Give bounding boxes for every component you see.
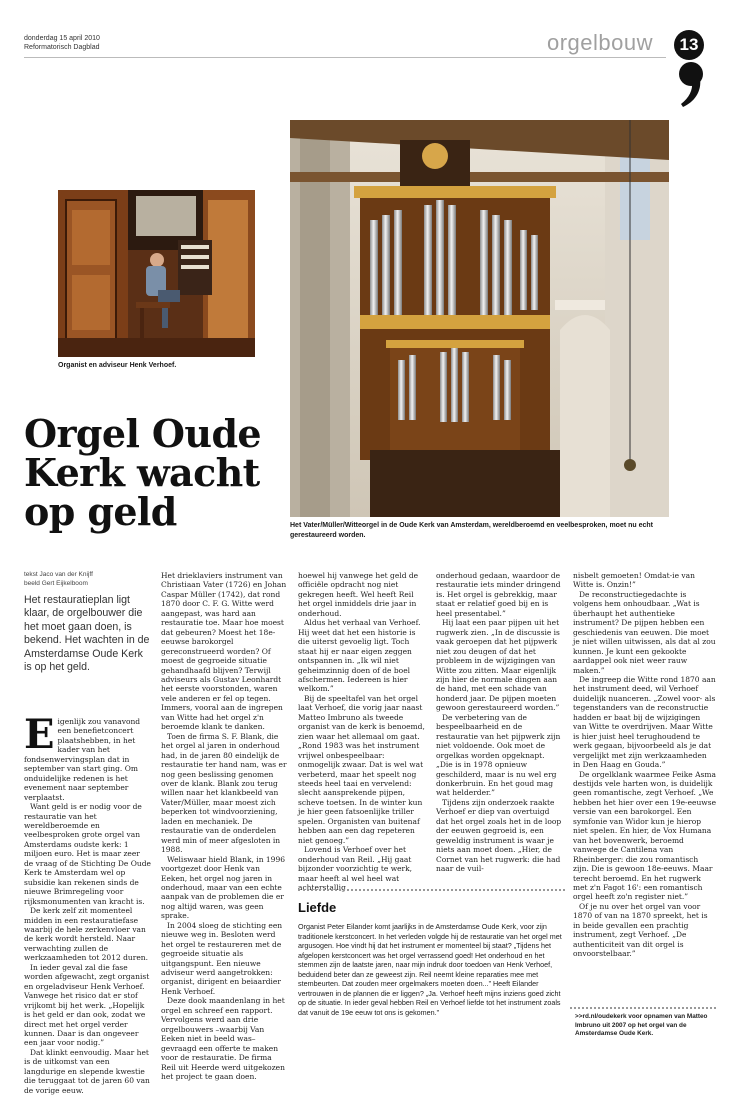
organ-photo-caption: Het Vater/Müller/Witteorgel in de Oude Kerk van Amsterdam, wereldberoemd en veelbesproken, moet nu echt gerestaureerd worden. <box>290 522 653 539</box>
paragraph: igenlijk zou vanavond een benefietconcert plaatshebben, in het kader van het fondsenwervingsplan dat in september van start ging. Om onduidelijke redenen is het evenement naar september verplaatst. <box>24 717 141 802</box>
comma-icon <box>676 60 706 108</box>
paragraph: De orgelklank waarmee Feike Asma destijds vele harten won, is duidelijk geen romantische, zegt Verhoef. „We hebben het hier over een 19e-eeuwse versie van een barokorgel. Een symfonie van Widor kun je hierop niet spelen. En hier, de Vox Humana van het bovenwerk, beroemd vanwege de Cantilena van Rheinberger: die zou romantisch zijn. Die is gewoon 18e-eeuws. Maar terecht beroemd. En het rugwerk met z'n Fagot 16': een romantisch orgel heeft zo'n register niet.” <box>573 769 717 902</box>
paragraph: De kerk zelf zit momenteel midden in een restauratiefase waarbij de hele zerkenvloer van de kerk wordt hersteld. Naar verwachting zullen de werkzaamheden tot 2012 duren. <box>24 906 148 963</box>
drop-cap: E <box>24 711 55 758</box>
newspaper-name: Reformatorisch Dagblad <box>24 44 100 51</box>
box-divider <box>298 889 565 891</box>
article-column-4 <box>436 571 563 874</box>
paragraph: Aldus het verhaal van Verhoef. Hij weet dat het een historie is die uiterst gevoelig ligt. Toch staat hij er naar eigen zeggen ontspannen in. „Ik wil niet geheimzinnig doen of de boel afschermen. Iedereen is hier welkom.” <box>298 618 421 694</box>
article-headline: Orgel Oude Kerk wacht op geld <box>24 411 262 534</box>
paragraph: Of je nu over het orgel van voor 1870 of van na 1870 spreekt, het is in beide gevallen een prachtig instrument, zegt Verhoef. „De authenticiteit van dit orgel is onvoorstelbaar.” <box>573 901 708 959</box>
web-note-divider <box>570 1007 716 1009</box>
article-intro: Het restauratieplan ligt klaar, de orgelbouwer die het moet gaan doen, is bekend. Het wachten in de Amsterdamse Oude Kerk is op het geld. <box>24 594 150 674</box>
paragraph: hoewel hij vanwege het geld de officiële opdracht nog niet gekregen heeft. Wel heeft Reil het orgel inmiddels drie jaar in onderhoud. <box>298 571 419 618</box>
organ-photo <box>290 120 669 517</box>
article-column-1 <box>24 711 151 1095</box>
paragraph: Toen de firma S. F. Blank, die het orgel al jaren in onderhoud had, in de jaren 80 eindelijk de restauratie ter hand nam, was er nog geen beslissing genomen over de klank. Blank zou terug willen naar het klankbeeld van Vater/Müller, maar moest zich beperken tot windvoorziening, laden en mechaniek. De restauratie van de onderdelen werd min of meer afgesloten in 1988. <box>161 731 287 855</box>
paragraph: Dat klinkt eenvoudig. Maar het is de uitkomst van een langdurige en slepende kwestie die teruggaat tot de jaren 60 van de vorige eeuw. <box>24 1047 150 1095</box>
paragraph: In 2004 sloeg de stichting een nieuwe weg in. Besloten werd het orgel te restaureren met de gegroeide situatie als uitgangspunt. Een nieuwe adviseur werd aangetrokken: organist, dirigent en beiaardier Henk Verhoef. <box>161 920 283 996</box>
byline <box>24 571 93 588</box>
issue-date: donderdag 15 april 2010 <box>24 35 100 42</box>
box-heading: Liefde <box>298 900 337 915</box>
box-text: Organist Peter Eilander komt jaarlijks in de Amsterdamse Oude Kerk, voor zijn traditionele kerstconcert. In het verleden volgde hij de restauratie van het orgel met argusogen. Hoe vindt hij dat het instrument er momenteel bij staat? „Tijdens het afgelopen kerstconcert was het orgel verrassend goed! Het onderhoud en het stemmen zijn de laatste jaren, naar mijn indruk door toedoen van Henk Verhoef, beduidend beter dan ze geweest zijn. Reil neemt kleine reparaties mee met stembeurten. Dat zouden meer orgelmakers moeten doen...” Heeft Eilander vertrouwen in de plannen die er liggen? „Ja. Verhoef heeft mijns inziens goed zicht op de situatie. In ieder geval hebben Reil en Verhoef liefde tot het instrument zoals dat vanuit de 19e eeuw tot ons is gekomen.” <box>298 922 562 1017</box>
byline-photo: beeld Gert Eijkelboom <box>24 579 88 587</box>
paragraph: De verbetering van de bespeelbaarheid en de restauratie van het pijpwerk zijn niet voldoende. Ook moet de orgelkas worden opgeknapt. „Die is in 1978 opnieuw geschilderd, maar is nu wel erg donkerbruin. En het goud mag wat helderder.” <box>436 712 561 798</box>
paragraph: Lovend is Verhoef over het onderhoud van Reil. „Hij gaat bijzonder voorzichtig te werk, maar heeft al wel heel wat achterstallig <box>298 845 413 892</box>
paragraph: Tijdens zijn onderzoek raakte Verhoef er diep van overtuigd dat het orgel zoals het in de loop der eeuwen gegroeid is, een geweldig instrument is waar je niets aan moet doen. „Hier, de Cornet van het rugwerk: die had naar de vuil- <box>436 797 562 874</box>
byline-text: tekst Jaco van der Knijff <box>24 571 93 578</box>
paragraph: De ingreep die Witte rond 1870 aan het instrument deed, wil Verhoef duidelijk nuanceren. „Zowel voor- als tegenstanders van de reconstructie hadden er baat bij de wijzigingen van Witte te overdrijven. Maar Witte is hier juist heel terughoudend te werk gegaan, bijvoorbeeld als je dat vergelijkt met zijn werkzaamheden in Den Haag en Gouda.” <box>573 674 716 770</box>
paragraph: Weliswaar hield Blank, in 1996 voortgezet door Henk van Eeken, het orgel nog jaren in onderhoud, maar van een echte aanpak van de problemen die er nog altijd waren, was geen sprake. <box>161 854 285 921</box>
organist-photo-caption: Organist en adviseur Henk Verhoef. <box>58 362 177 369</box>
page-number: 13 <box>674 30 704 60</box>
masthead-rule <box>24 57 666 58</box>
section-name: orgelbouw <box>547 30 654 55</box>
paragraph: Hij laat een paar pijpen uit het rugwerk zien. „In de discussie is vaak geroepen dat het pijpwerk niet zou deugen of dat het probleem in de wijzigingen van Witte zou zitten. Maar eigenlijk zijn hier de normale dingen aan de hand, met een schade van honderd jaar. De pijpen moeten gewoon gerestaureerd worden.” <box>436 618 560 713</box>
paragraph: Want geld is er nodig voor de restauratie van het wereldberoemde en veelbesproken grote orgel van Amsterdams oudste kerk: 1 miljoen euro. Het is maar zeer de vraag of de Stichting De Oude Kerk te Amsterdam wel op subsidie kan rekenen sinds de nieuwe Brimregeling voor rijksmonumenten van kracht is. <box>24 802 151 906</box>
paragraph: Bij de speeltafel van het orgel laat Verhoef, die vorig jaar naast Matteo Imbruno als tweede organist van de kerk is benoemd, zien waar het allemaal om gaat. „Rond 1983 was het instrument vrijwel onbespeelbaar: onmogelijk zwaar. Dat is wel wat verbeterd, maar het speelt nog steeds heel taai en vervelend: slecht aansprekende pijpen, scheve toetsen. In de winter kun je hier geen fatsoenlijke triller spelen. Organisten van buitenaf hebben aan een dag repeteren niet genoeg.” <box>298 693 425 845</box>
paragraph: Het drieklaviers instrument van Christiaan Vater (1726) en Johan Caspar Müller (1742), dat rond 1870 door C. F. G. Witte werd aangepast, was hard aan restauratie toe. Maar hoe moest dat gebeuren? Moest het 18e-eeuwse barokorgel gereconstrueerd worden? Of moest de gegroeide situatie gehandhaafd blijven? Terwijl adviseurs als Gustav Leonhardt het eerste voorstonden, waren vele anderen er fel op tegen. Immers, vooral aan de ingrepen van Witte had het orgel z'n beroemde klank te danken. <box>161 571 287 732</box>
masthead-date-block <box>24 34 100 52</box>
paragraph: Deze dook maandenlang in het orgel en schreef een rapport. Vervolgens werd aan drie orgelbouwers –waarbij Van Eeken niet in beeld was– gevraagd een offerte te maken voor de restauratie. De firma Reil uit Heerde werd uitgekozen het project te gaan doen. <box>161 996 285 1082</box>
article-column-3 <box>298 571 425 892</box>
paragraph: In ieder geval zal die fase worden afgewacht, zegt organist en orgeladviseur Henk Verhoef. Vanwege het risico dat er stof vrijkomt bij het werk. „Hopelijk is het geld er dan ook, zodat we direct met het orgel verder kunnen. Daar is dan ongeveer een jaar voor nodig.” <box>24 962 150 1048</box>
paragraph: nisbelt gemoeten! Omdat-ie van Witte is. Onzin!” <box>573 571 695 590</box>
article-column-2 <box>161 571 288 1081</box>
paragraph: De reconstructiegedachte is volgens hem onhoudbaar. „Wat is überhaupt het authentieke instrument? De pijpen hebben een geschiedenis van eeuwen. Die moet je niet willen uitwissen, als dat al zou kunnen. Je kunt een gekookte aardappel ook niet weer rauw maken.” <box>573 589 716 675</box>
paragraph: onderhoud gedaan, waardoor de restauratie iets minder dringend is. Het orgel is gebrekkig, maar staat er relatief goed bij en is heel presentabel.” <box>436 571 561 618</box>
organist-photo <box>58 190 255 357</box>
web-note: >>rd.nl/oudekerk voor opnamen van Matteo Imbruno uit 2007 op het orgel van de Amsterdamse Oude Kerk. <box>575 1013 708 1038</box>
article-column-5 <box>573 571 716 959</box>
